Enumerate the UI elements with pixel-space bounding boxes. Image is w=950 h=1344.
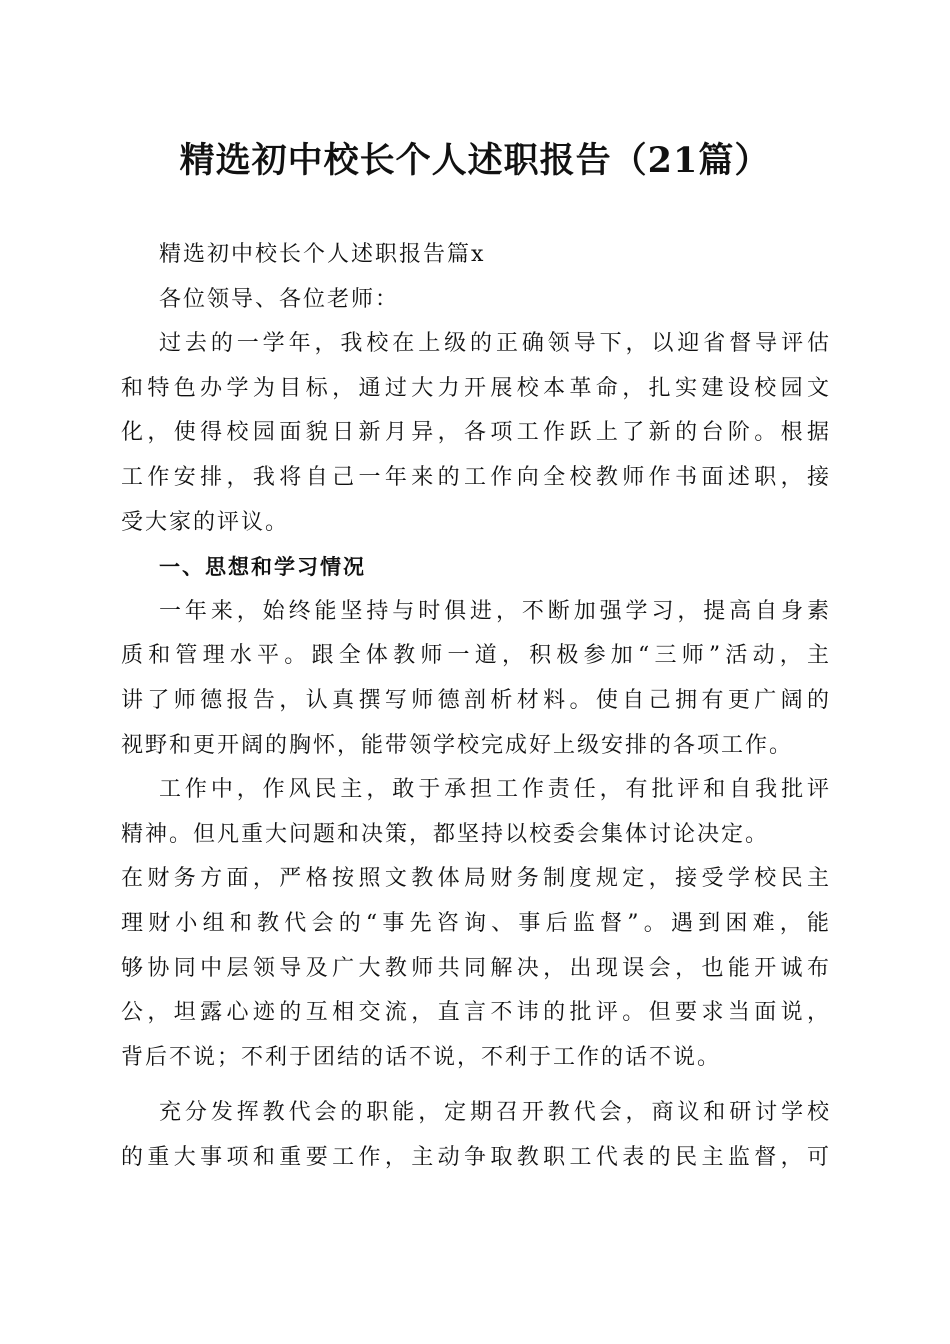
paragraph-line: 充分发挥教代会的职能，定期召开教代会，商议和研讨学校 <box>159 1100 829 1126</box>
paragraph-line: 讲了师德报告，认真撰写师德剖析材料。使自己拥有更广阔的 <box>121 687 829 713</box>
paragraph-line: 质和管理水平。跟全体教师一道，积极参加“三师”活动，主 <box>121 643 829 669</box>
paragraph-line: 公，坦露心迹的互相交流，直言不讳的批评。但要求当面说， <box>121 1000 829 1026</box>
document-body <box>121 233 829 1180</box>
paragraph-1 <box>121 322 829 545</box>
paragraph-2 <box>121 590 829 768</box>
paragraph-line: 受大家的评议。 <box>121 509 290 535</box>
paragraph-spacer <box>121 1080 829 1091</box>
paragraph-line: 视野和更开阔的胸怀，能带领学校完成好上级安排的各项工作。 <box>121 732 794 758</box>
paragraph-line: 理财小组和教代会的“事先咨询、事后监督”。遇到困难，能 <box>121 910 829 936</box>
paragraph-line: 化，使得校园面貌日新月异，各项工作跃上了新的台阶。根据 <box>121 420 829 446</box>
paragraph-line: 工作安排，我将自己一年来的工作向全校教师作书面述职，接 <box>121 464 829 490</box>
paragraph-line: 精神。但凡重大问题和决策，都坚持以校委会集体讨论决定。 <box>121 821 770 847</box>
paragraph-line: 的重大事项和重要工作，主动争取教职工代表的民主监督，可 <box>121 1144 829 1170</box>
paragraph-line: 一年来，始终能坚持与时俱进，不断加强学习，提高自身素 <box>159 598 829 624</box>
paragraph-line: 过去的一学年，我校在上级的正确领导下，以迎省督导评估 <box>159 331 829 357</box>
document-title: 精选初中校长个人述职报告（21篇） <box>179 140 771 181</box>
paragraph-line: 背后不说；不利于团结的话不说，不利于工作的话不说。 <box>121 1044 722 1070</box>
paragraph-4 <box>121 1091 829 1180</box>
paragraph-line: 工作中，作风民主，敢于承担工作责任，有批评和自我批评 <box>159 777 829 803</box>
paragraph-line: 和特色办学为目标，通过大力开展校本革命，扎实建设校园文 <box>121 375 829 401</box>
document-subtitle: 精选初中校长个人述职报告篇x <box>159 242 486 267</box>
paragraph-3 <box>121 768 829 1080</box>
section-heading: 一、思想和学习情况 <box>159 555 366 580</box>
paragraph-line: 够协同中层领导及广大教师共同解决，出现误会，也能开诚布 <box>121 955 829 981</box>
paragraph-line: 在财务方面，严格按照文教体局财务制度规定，接受学校民主 <box>121 866 829 892</box>
salutation: 各位领导、各位老师： <box>159 286 400 312</box>
